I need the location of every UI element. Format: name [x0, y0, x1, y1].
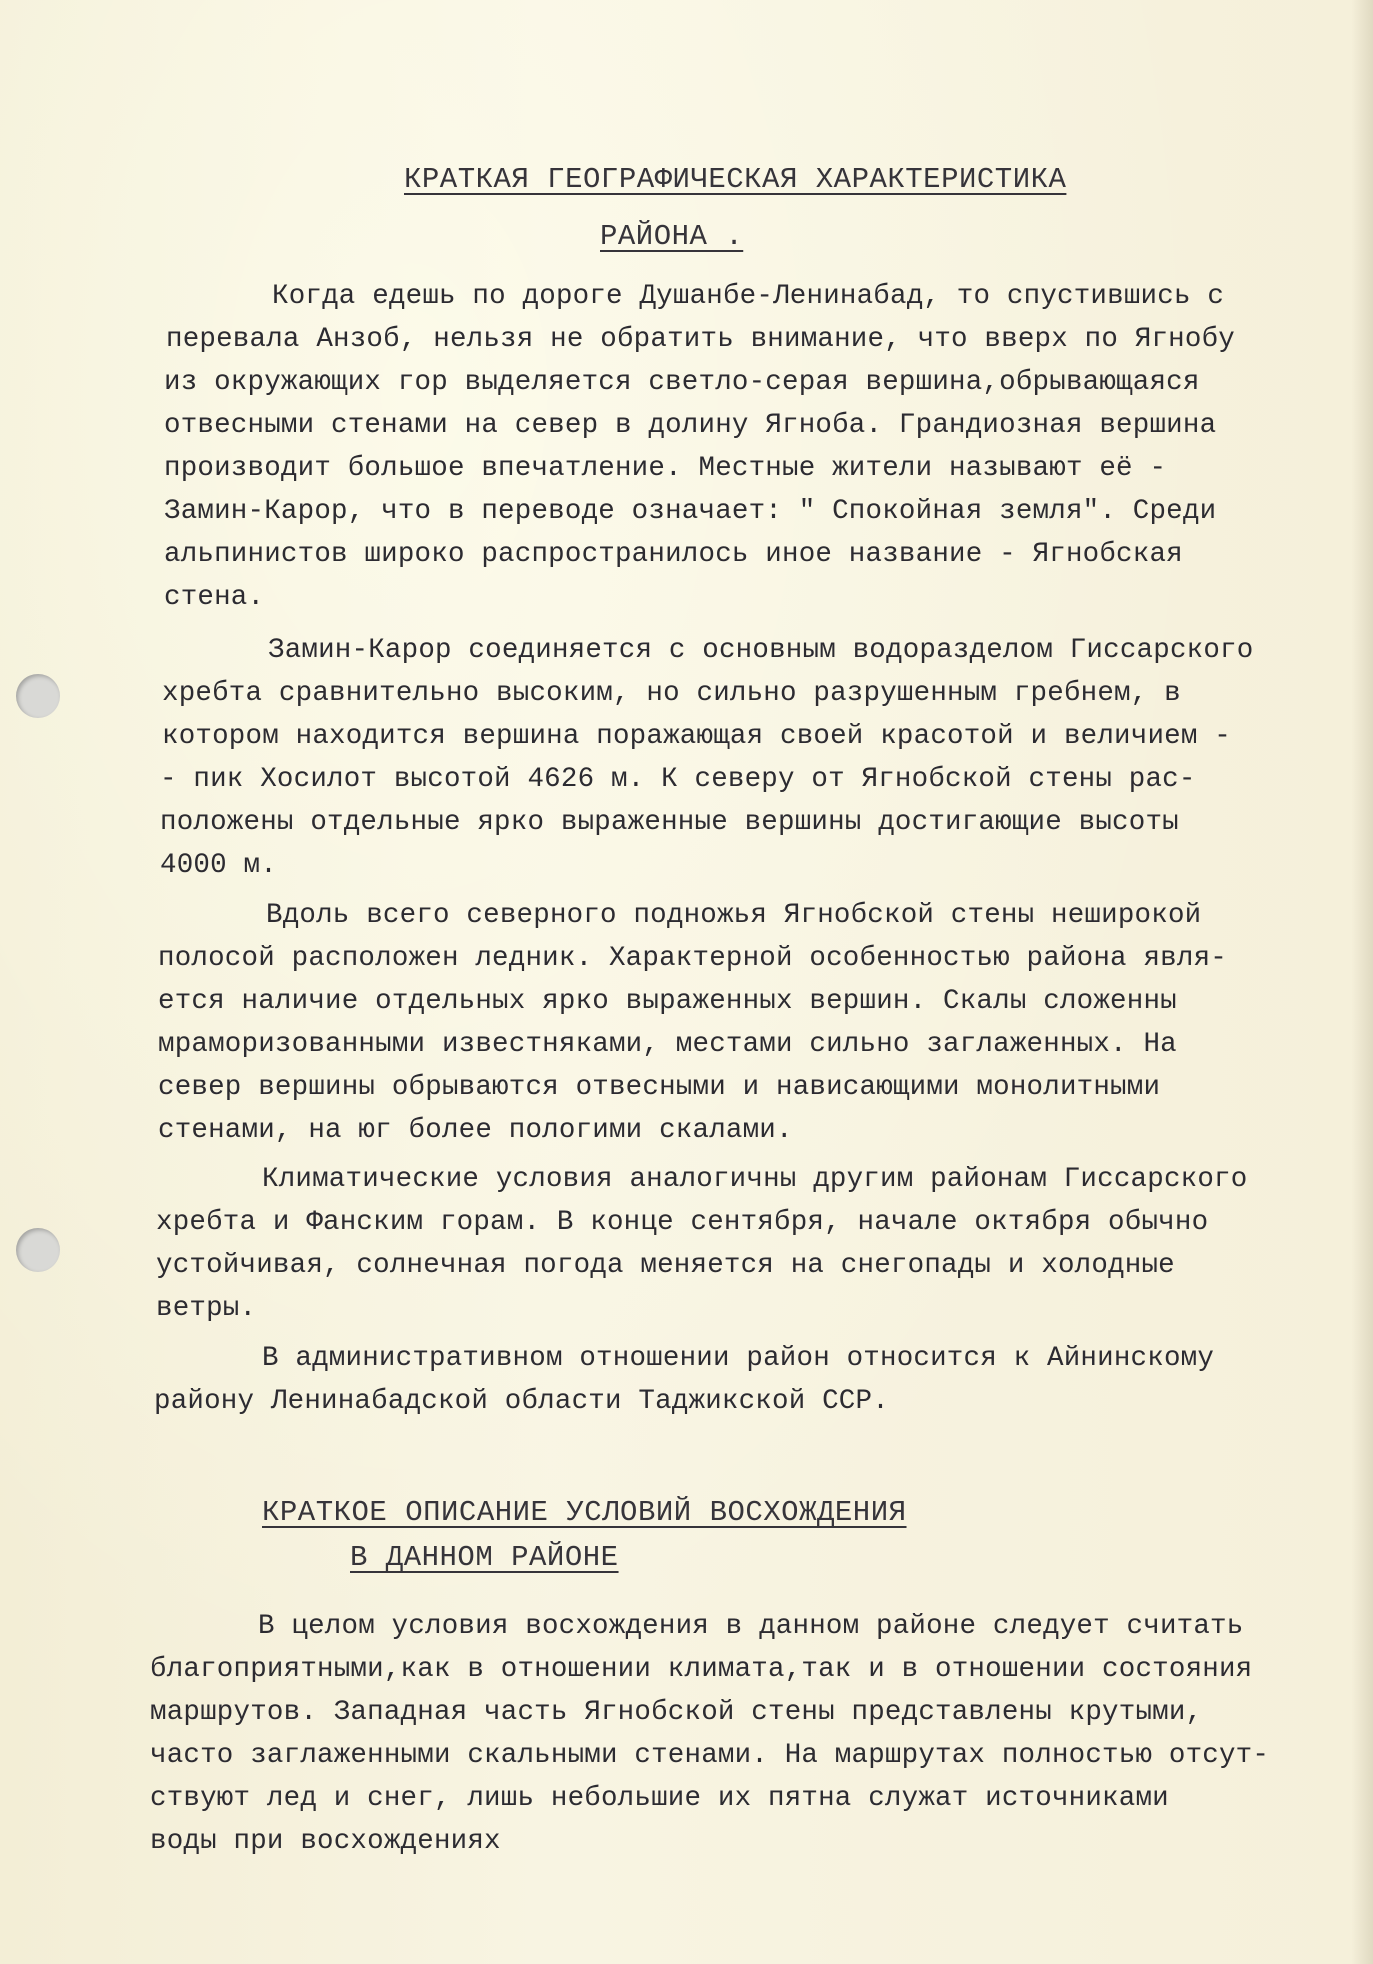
body-line: стенами, на юг более пологими скалами.: [158, 1115, 793, 1146]
section1-title-line1: КРАТКАЯ ГЕОГРАФИЧЕСКАЯ ХАРАКТЕРИСТИКА: [404, 163, 1067, 196]
body-line: котором находится вершина поражающая своей красотой и величием -: [162, 721, 1231, 752]
body-line: из окружающих гор выделяется светло-серая вершина,обрывающаяся: [164, 367, 1200, 398]
body-line: часто заглаженными скальными стенами. На маршрутах полностью отсут-: [150, 1740, 1270, 1771]
body-line: - пик Хосилот высотой 4626 м. К северу от Ягнобской стены рас-: [160, 764, 1196, 795]
body-line: благоприятными,как в отношении климата,так и в отношении состояния: [150, 1654, 1253, 1685]
body-line: устойчивая, солнечная погода меняется на снегопады и холодные: [156, 1250, 1175, 1281]
body-line: мраморизованными известняками, местами сильно заглаженных. На: [158, 1029, 1177, 1060]
body-line: альпинистов широко распространилось иное название - Ягнобская: [164, 539, 1183, 570]
body-line: север вершины обрываются отвесными и нависающими монолитными: [158, 1072, 1161, 1103]
body-line: ствуют лед и снег, лишь небольшие их пятна служат источниками: [150, 1783, 1169, 1814]
body-line: 4000 м.: [160, 850, 277, 881]
body-line: хребта и Фанским горам. В конце сентября, начале октября обычно: [156, 1207, 1209, 1238]
body-line: Климатические условия аналогичны другим районам Гиссарского: [262, 1164, 1248, 1195]
body-line: ветры.: [156, 1293, 257, 1324]
body-line: Когда едешь по дороге Душанбе-Ленинабад, то спустившись с: [272, 281, 1225, 312]
punch-hole: [16, 1228, 60, 1272]
body-line: отвесными стенами на север в долину Ягноба. Грандиозная вершина: [164, 410, 1217, 441]
body-line: производит большое впечатление. Местные жители называют её -: [164, 453, 1167, 484]
body-line: хребта сравнительно высоким, но сильно разрушенным гребнем, в: [162, 678, 1181, 709]
body-line: Замин-Карор соединяется с основным водоразделом Гиссарского: [268, 635, 1254, 666]
section2-title-line2: В ДАННОМ РАЙОНЕ: [350, 1541, 619, 1574]
body-line: воды при восхождениях: [150, 1826, 501, 1857]
body-line: Замин-Карор, что в переводе означает: " Спокойная земля". Среди: [164, 496, 1217, 527]
body-line: стена.: [164, 582, 265, 613]
body-line: В административном отношении район относится к Айнинскому: [262, 1343, 1215, 1374]
body-line: перевала Анзоб, нельзя не обратить внимание, что вверх по Ягнобу: [166, 324, 1235, 355]
body-line: полосой расположен ледник. Характерной особенностью района явля-: [158, 943, 1227, 974]
body-line: району Ленинабадской области Таджикской ССР.: [154, 1386, 889, 1417]
body-line: положены отдельные ярко выраженные вершины достигающие высоты: [160, 807, 1179, 838]
body-line: ется наличие отдельных ярко выраженных вершин. Скалы сложенны: [158, 986, 1177, 1017]
punch-hole: [16, 674, 60, 718]
body-line: В целом условия восхождения в данном районе следует считать: [258, 1611, 1244, 1642]
body-line: маршрутов. Западная часть Ягнобской стены представлены крутыми,: [150, 1697, 1203, 1728]
section1-title-line2: РАЙОНА .: [600, 220, 744, 253]
paper-edge: [1351, 0, 1373, 1964]
section2-title-line1: КРАТКОЕ ОПИСАНИЕ УСЛОВИЙ ВОСХОЖДЕНИЯ: [262, 1496, 907, 1529]
body-line: Вдоль всего северного подножья Ягнобской стены неширокой: [266, 900, 1202, 931]
